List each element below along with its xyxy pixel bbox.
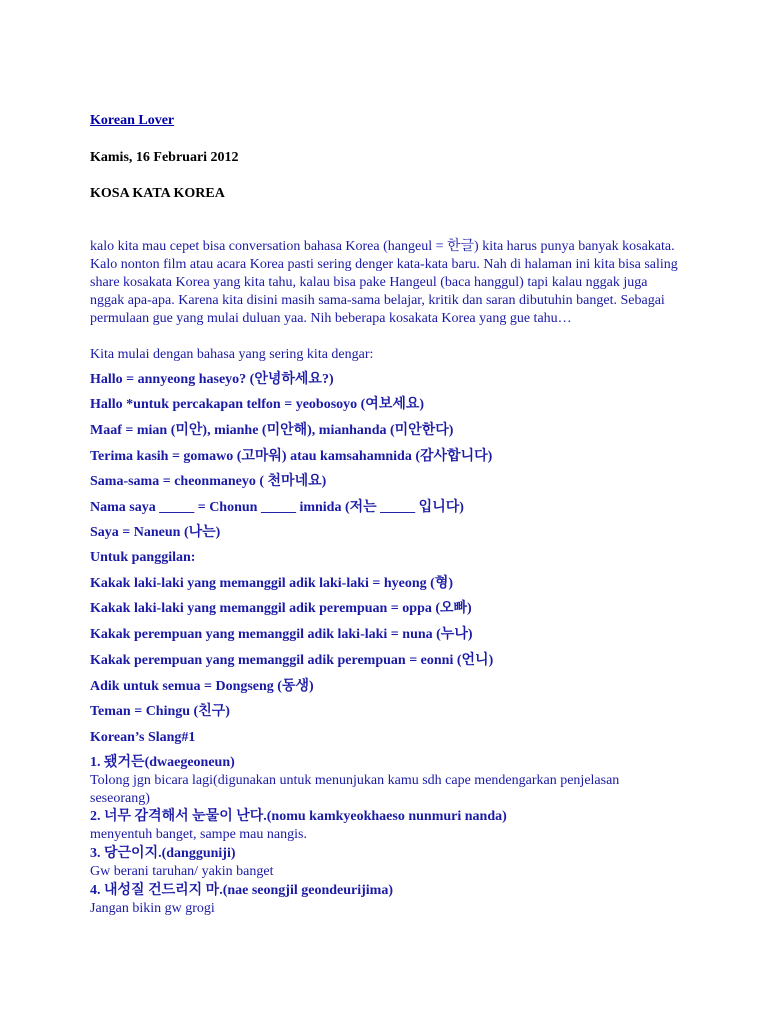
vocab-item: Kakak laki-laki yang memanggil adik perempuan = oppa (오빠)	[90, 601, 472, 616]
slang-item-title: 4. 내성질 건드리지 마.(nae seongjil geondeurijima)	[90, 883, 394, 898]
vocab-item: Sama-sama = cheonmaneyo ( 천마네요)	[90, 474, 327, 489]
slang-item-desc: menyentuh banget, sampe mau nangis.	[90, 827, 307, 842]
vocab-item: Kakak laki-laki yang memanggil adik laki-laki = hyeong (형)	[90, 576, 454, 591]
blog-title-link[interactable]: Korean Lover	[90, 113, 175, 128]
vocab-item: Kakak perempuan yang memanggil adik perempuan = eonni (언니)	[90, 653, 494, 668]
vocab-item: Adik untuk semua = Dongseng (동생)	[90, 679, 314, 694]
vocab-item: Terima kasih = gomawo (고마워) atau kamsahamnida (감사합니다)	[90, 449, 493, 464]
post-date: Kamis, 16 Februari 2012	[90, 150, 239, 165]
vocab-item: Hallo *untuk percakapan telfon = yeobosoyo (여보세요)	[90, 397, 425, 412]
vocab-item: Saya = Naneun (나는)	[90, 525, 221, 540]
vocab-section-heading: Untuk panggilan:	[90, 550, 196, 565]
vocab-item: Nama saya _____ = Chonun _____ imnida (저는 _____ 입니다)	[90, 500, 464, 515]
slang-section-heading: Korean’s Slang#1	[90, 730, 196, 745]
vocab-item: Teman = Chingu (친구)	[90, 704, 230, 719]
intro-paragraph: kalo kita mau cepet bisa conversation bahasa Korea (hangeul = 한글) kita harus punya banyak kosakata. Kalo nonton film atau acara Korea pasti sering denger kata-kata baru. Nah di halaman ini kita bisa saling share kosakata Korea yang kita tahu, kalau bisa pake Hangeul (baca hanggul) tapi kalau nggak juga nggak apa-apa. Karena kita disini masih sama-sama belajar, kritik dan saran dibutuhin banget. Sebagai permulaan gue yang mulai duluan yaa. Nih beberapa kosakata Korea yang gue tahu…	[90, 239, 678, 326]
vocab-item: Kakak perempuan yang memanggil adik laki-laki = nuna (누나)	[90, 627, 473, 642]
vocab-item: Hallo = annyeong haseyo? (안녕하세요?)	[90, 372, 334, 387]
slang-item-desc: Tolong jgn bicara lagi(digunakan untuk menunjukan kamu sdh cape mendengarkan penjelasan seseorang)	[90, 773, 620, 806]
slang-item-desc: Gw berani taruhan/ yakin banget	[90, 864, 274, 879]
intro-lead: Kita mulai dengan bahasa yang sering kita dengar:	[90, 347, 374, 362]
slang-item-title: 1. 됐거든(dwaegeoneun)	[90, 755, 235, 770]
slang-item-title: 2. 너무 감격해서 눈물이 난다.(nomu kamkyeokhaeso nunmuri nanda)	[90, 809, 507, 824]
slang-item-title: 3. 당근이지.(dangguniji)	[90, 846, 236, 861]
slang-item-desc: Jangan bikin gw grogi	[90, 901, 215, 916]
post-title: KOSA KATA KOREA	[90, 186, 225, 201]
vocab-item: Maaf = mian (미안), mianhe (미안해), mianhanda (미안한다)	[90, 423, 454, 438]
